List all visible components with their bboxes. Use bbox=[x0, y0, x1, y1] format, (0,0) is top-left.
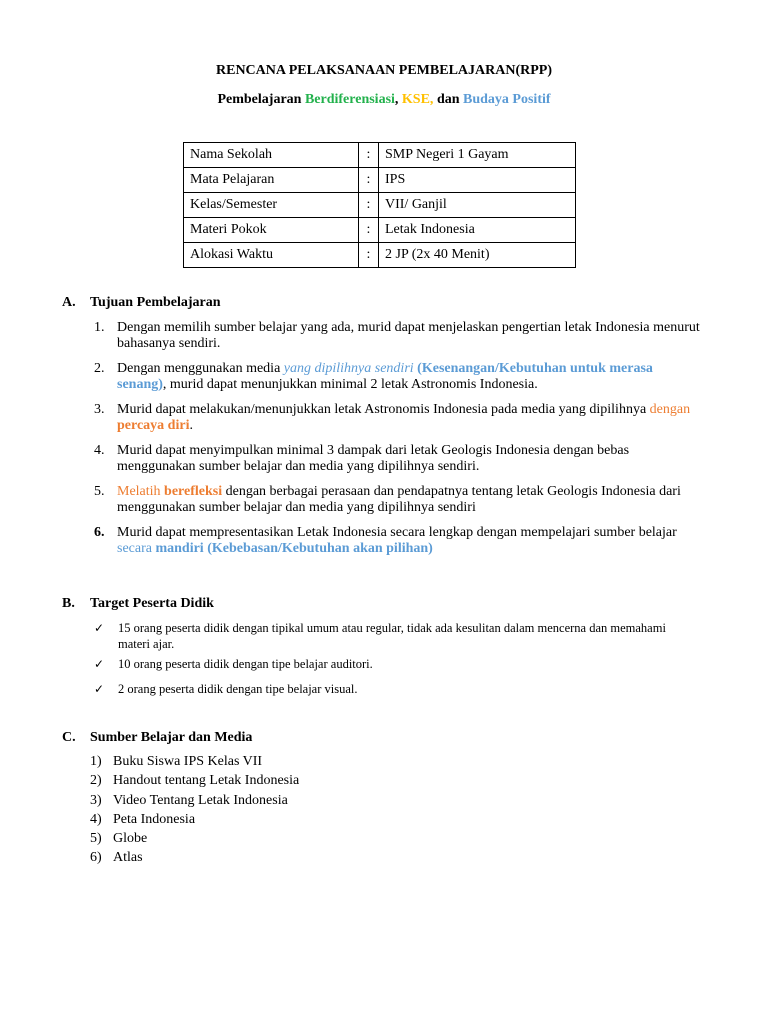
item-emphasis-bold: mandiri (Kebebasan/Kebutuhan akan pilihan) bbox=[155, 541, 433, 556]
item-emphasis-bold: berefleksi bbox=[164, 484, 223, 499]
check-icon: ✓ bbox=[94, 682, 105, 696]
item-number: 4. bbox=[94, 443, 105, 458]
table-label: Nama Sekolah bbox=[184, 143, 359, 168]
list-item bbox=[90, 484, 700, 516]
item-text: Dengan menggunakan media bbox=[117, 361, 284, 376]
table-row bbox=[184, 143, 576, 168]
list-item bbox=[90, 361, 700, 393]
list-item bbox=[90, 443, 700, 475]
document-subtitle bbox=[0, 92, 768, 108]
item-emphasis: secara bbox=[117, 541, 156, 556]
item-number: 1. bbox=[94, 320, 105, 335]
target-list bbox=[94, 620, 694, 697]
table-separator: : bbox=[359, 143, 379, 168]
section-title: Tujuan Pembelajaran bbox=[90, 295, 221, 310]
section-letter: A. bbox=[62, 295, 76, 310]
section-a-heading bbox=[62, 295, 221, 311]
item-emphasis-bold: (Kesenangan/Kebutuhan untuk merasa senang) bbox=[117, 361, 653, 392]
list-item bbox=[94, 656, 694, 672]
item-number: 4) bbox=[90, 811, 102, 827]
list-item bbox=[90, 402, 700, 434]
item-emphasis-bold: percaya diri bbox=[117, 418, 190, 433]
item-number: 2) bbox=[90, 773, 102, 789]
item-number: 3. bbox=[94, 402, 105, 417]
list-item bbox=[90, 791, 299, 810]
table-row bbox=[184, 243, 576, 268]
table-label: Alokasi Waktu bbox=[184, 243, 359, 268]
list-item bbox=[90, 771, 299, 790]
table-label: Kelas/Semester bbox=[184, 193, 359, 218]
table-value: VII/ Ganjil bbox=[379, 193, 576, 218]
item-emphasis: yang dipilihnya sendiri bbox=[283, 361, 414, 376]
item-text: Video Tentang Letak Indonesia bbox=[113, 792, 288, 808]
table-separator: : bbox=[359, 218, 379, 243]
item-text: Murid dapat melakukan/menunjukkan letak Astronomis Indonesia pada media yang dipilihnya bbox=[117, 402, 650, 417]
subtitle-budaya-positif: Budaya Positif bbox=[463, 92, 551, 107]
section-letter: B. bbox=[62, 596, 75, 611]
item-number: 6) bbox=[90, 850, 102, 866]
item-number: 2. bbox=[94, 361, 105, 376]
item-text: Atlas bbox=[113, 850, 143, 866]
list-item bbox=[94, 681, 694, 697]
subtitle-comma: , bbox=[394, 92, 402, 107]
item-text: Buku Siswa IPS Kelas VII bbox=[113, 754, 263, 769]
identity-table bbox=[183, 142, 576, 268]
table-value: IPS bbox=[379, 168, 576, 193]
subtitle-prefix: Pembelajaran bbox=[217, 92, 305, 107]
item-text: Murid dapat menyimpulkan minimal 3 dampak dari letak Geologis Indonesia dengan bebas menggunakan sumber belajar dan media yang dipilihnya sendiri. bbox=[117, 443, 630, 474]
section-c-heading bbox=[62, 730, 252, 746]
table-separator: : bbox=[359, 193, 379, 218]
table-separator: : bbox=[359, 243, 379, 268]
item-number: 5. bbox=[94, 484, 105, 499]
section-title: Target Peserta Didik bbox=[90, 596, 214, 611]
table-row bbox=[184, 193, 576, 218]
subtitle-berdiferensiasi: Berdiferensiasi bbox=[304, 92, 395, 107]
list-item bbox=[94, 620, 694, 652]
item-text: Murid dapat mempresentasikan Letak Indonesia secara lengkap dengan mempelajari sumber belajar bbox=[117, 525, 677, 540]
table-separator: : bbox=[359, 168, 379, 193]
item-number: 3) bbox=[90, 792, 102, 808]
document-title: RENCANA PELAKSANAAN PEMBELAJARAN(RPP) bbox=[216, 63, 552, 78]
item-text: 2 orang peserta didik dengan tipe belajar visual. bbox=[118, 682, 358, 696]
table-row bbox=[184, 218, 576, 243]
item-text: dengan berbagai perasaan dan pendapatnya tentang letak Geologis Indonesia dari menggunakan sumber belajar dan media yang dipilihnya sendiri bbox=[117, 484, 681, 515]
section-title: Sumber Belajar dan Media bbox=[90, 730, 253, 745]
subtitle-dan: dan bbox=[433, 92, 464, 107]
item-text-tail: . bbox=[189, 418, 193, 433]
objectives-list bbox=[90, 320, 700, 566]
table-value: SMP Negeri 1 Gayam bbox=[379, 143, 576, 168]
subtitle-kse: KSE, bbox=[401, 92, 434, 107]
section-b-heading bbox=[62, 596, 214, 612]
item-number: 1) bbox=[90, 754, 102, 769]
list-item bbox=[90, 810, 299, 829]
list-item bbox=[90, 829, 299, 848]
list-item bbox=[90, 320, 700, 352]
item-text: Dengan memilih sumber belajar yang ada, murid dapat menjelaskan pengertian letak Indonesia menurut bahasanya sendiri. bbox=[117, 320, 700, 351]
item-text: 15 orang peserta didik dengan tipikal umum atau regular, tidak ada kesulitan dalam mencerna dan memahami materi ajar. bbox=[118, 621, 666, 651]
item-text: Globe bbox=[113, 831, 148, 847]
item-text: Peta Indonesia bbox=[113, 811, 196, 827]
item-number: 5) bbox=[90, 831, 102, 847]
sources-list bbox=[90, 752, 299, 868]
table-value: 2 JP (2x 40 Menit) bbox=[379, 243, 576, 268]
table-row bbox=[184, 168, 576, 193]
item-text: 10 orang peserta didik dengan tipe belajar auditori. bbox=[118, 657, 373, 671]
table-label: Materi Pokok bbox=[184, 218, 359, 243]
check-icon: ✓ bbox=[94, 621, 105, 635]
item-emphasis: dengan bbox=[649, 402, 691, 417]
item-text-tail: , murid dapat menunjukkan minimal 2 letak Astronomis Indonesia. bbox=[162, 377, 538, 392]
list-item bbox=[90, 525, 700, 557]
list-item bbox=[90, 848, 299, 867]
section-letter: C. bbox=[62, 730, 76, 745]
list-item bbox=[90, 752, 299, 771]
table-value: Letak Indonesia bbox=[379, 218, 576, 243]
item-text: Handout tentang Letak Indonesia bbox=[113, 773, 300, 789]
item-number: 6. bbox=[94, 525, 105, 540]
table-label: Mata Pelajaran bbox=[184, 168, 359, 193]
item-emphasis: Melatih bbox=[117, 484, 165, 499]
check-icon: ✓ bbox=[94, 657, 105, 671]
